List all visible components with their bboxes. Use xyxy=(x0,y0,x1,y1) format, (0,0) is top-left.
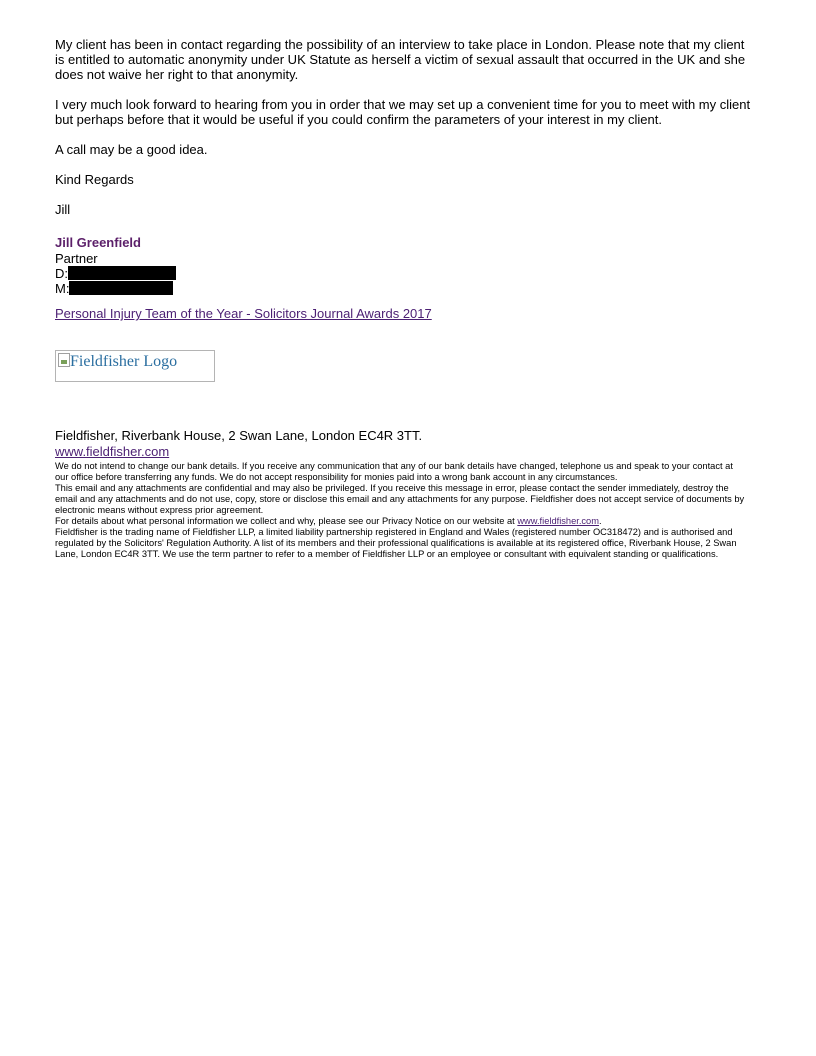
privacy-website-link[interactable]: www.fieldfisher.com xyxy=(517,516,599,526)
award-link[interactable]: Personal Injury Team of the Year - Solicitors Journal Awards 2017 xyxy=(55,306,432,321)
fieldfisher-logo-image[interactable] xyxy=(55,350,215,382)
redaction-bar-direct xyxy=(68,266,176,280)
signature-direct-line xyxy=(55,266,755,281)
email-signature xyxy=(55,235,755,382)
body-paragraph-anonymity: My client has been in contact regarding the possibility of an interview to take place in London. Please note that my client is entitled to automatic anonymity under UK Statute as herself a victim of sexual assault that occurred in the UK and she does not waive her right to that anonymity. xyxy=(55,37,746,82)
privacy-suffix: . xyxy=(598,516,602,526)
logo-alt-text: Fieldfisher Logo xyxy=(70,353,178,370)
mobile-label: M: xyxy=(55,281,70,296)
sender-first-name: Jill xyxy=(55,202,71,217)
legal-disclaimer xyxy=(55,461,755,560)
email-body xyxy=(55,37,755,560)
confidentiality-notice: This email and any attachments are confidential and may also be privileged. If you receive this message in error, please contact the sender immediately, destroy the email and any attachments and do not use, copy, store or disclose this email and any attachments for any purpose. Fieldfisher does not accept service of documents by electronic means without express prior agreement. xyxy=(55,483,745,515)
privacy-notice xyxy=(55,516,745,527)
footer-address: Fieldfisher, Riverbank House, 2 Swan Lane, London EC4R 3TT. xyxy=(55,428,423,443)
signature-title: Partner xyxy=(55,251,98,266)
privacy-prefix: For details about what personal information we collect and why, please see our Privacy Notice on our website at xyxy=(55,516,518,526)
closing-line: Kind Regards xyxy=(55,172,134,187)
body-paragraph-meeting: I very much look forward to hearing from you in order that we may set up a convenient time for you to meet with my client but perhaps before that it would be useful if you could confirm the parameters of your interest in my client. xyxy=(55,97,751,127)
body-paragraph-call: A call may be a good idea. xyxy=(55,142,208,157)
signature-spacer xyxy=(55,217,755,235)
direct-label: D: xyxy=(55,266,68,281)
redaction-bar-mobile xyxy=(69,281,173,295)
signature-name: Jill Greenfield xyxy=(55,235,141,250)
broken-image-icon xyxy=(58,353,70,367)
bank-notice: We do not intend to change our bank details. If you receive any communication that any of our bank details have changed, telephone us and speak to your contact at our office before transferring any funds. We do not accept responsibility for monies paid into a wrong bank account in any circumstances. xyxy=(55,461,733,482)
legal-notice: Fieldfisher is the trading name of Fieldfisher LLP, a limited liability partnership registered in England and Wales (registered number OC318472) and is authorised and regulated by the Solicitors' Regulation Authority. A list of its members and their professional qualifications is available at its registered office, Riverbank House, 2 Swan Lane, London EC4R 3TT. We use the term partner to refer to a member of Fieldfisher LLP or an employee or consultant with equivalent standing or qualifications. xyxy=(55,527,737,559)
signature-mobile-line xyxy=(55,281,755,296)
website-link[interactable]: www.fieldfisher.com xyxy=(55,444,170,459)
